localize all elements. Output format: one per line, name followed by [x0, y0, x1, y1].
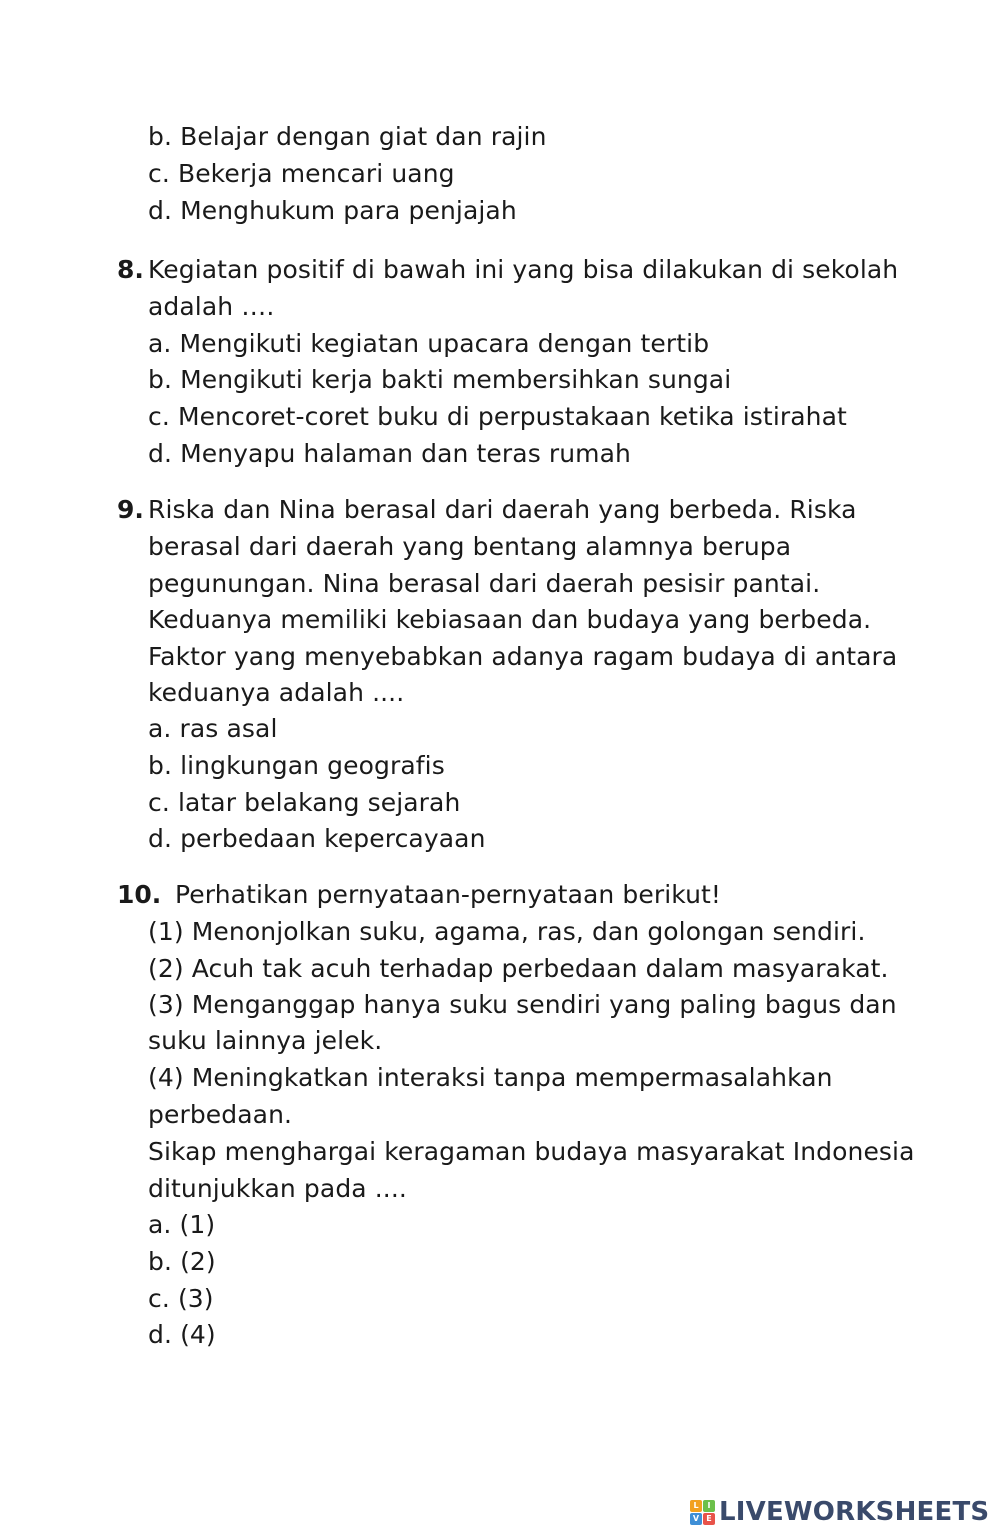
q9-question-line: Keduanya memiliki kebiasaan dan budaya yang berbeda.	[148, 605, 872, 634]
q10-question-line: Perhatikan pernyataan-pernyataan berikut!	[175, 880, 722, 909]
liveworksheets-logo	[690, 1496, 989, 1528]
q8-option-a: a. Mengikuti kegiatan upacara dengan tertib	[148, 329, 710, 358]
logo-block-e: E	[703, 1513, 715, 1525]
q10-statement-3: (3) Menganggap hanya suku sendiri yang paling bagus dan	[148, 990, 897, 1019]
q8-option-c: c. Mencoret-coret buku di perpustakaan ketika istirahat	[148, 402, 847, 431]
logo-block-l: L	[690, 1500, 702, 1512]
q9-option-c: c. latar belakang sejarah	[148, 788, 461, 817]
q9-number: 9.	[117, 495, 144, 524]
q10-question-line: ditunjukkan pada ....	[148, 1174, 407, 1203]
q10-number: 10.	[117, 880, 162, 909]
logo-block-i: I	[703, 1500, 715, 1512]
logo-block-v: V	[690, 1513, 702, 1525]
q9-question-line: pegunungan. Nina berasal dari daerah pesisir pantai.	[148, 569, 821, 598]
q8-question-line: Kegiatan positif di bawah ini yang bisa dilakukan di sekolah	[148, 255, 899, 284]
q10-statement-3-cont: suku lainnya jelek.	[148, 1026, 383, 1055]
q9-option-d: d. perbedaan kepercayaan	[148, 824, 486, 853]
liveworksheets-icon	[690, 1500, 715, 1525]
q10-option-c: c. (3)	[148, 1284, 214, 1313]
q10-option-b: b. (2)	[148, 1247, 216, 1276]
q10-statement-4-cont: perbedaan.	[148, 1100, 293, 1129]
q10-option-a: a. (1)	[148, 1210, 216, 1239]
q10-statement-4: (4) Meningkatkan interaksi tanpa mempermasalahkan	[148, 1063, 833, 1092]
q9-option-a: a. ras asal	[148, 714, 278, 743]
q7-option-d: d. Menghukum para penjajah	[148, 196, 517, 225]
q8-option-b: b. Mengikuti kerja bakti membersihkan sungai	[148, 365, 732, 394]
liveworksheets-wordmark: LIVEWORKSHEETS	[719, 1497, 990, 1527]
q10-question-line: Sikap menghargai keragaman budaya masyarakat Indonesia	[148, 1137, 915, 1166]
q7-option-b: b. Belajar dengan giat dan rajin	[148, 122, 547, 151]
q9-option-b: b. lingkungan geografis	[148, 751, 445, 780]
q9-question-line: keduanya adalah ....	[148, 678, 405, 707]
q7-option-c: c. Bekerja mencari uang	[148, 159, 455, 188]
q8-number: 8.	[117, 255, 144, 284]
q10-statement-2: (2) Acuh tak acuh terhadap perbedaan dalam masyarakat.	[148, 954, 889, 983]
q9-question-line: Riska dan Nina berasal dari daerah yang berbeda. Riska	[148, 495, 857, 524]
q9-question-line: Faktor yang menyebabkan adanya ragam budaya di antara	[148, 642, 898, 671]
q8-question-line: adalah ….	[148, 292, 275, 321]
q10-option-d: d. (4)	[148, 1320, 216, 1349]
q8-option-d: d. Menyapu halaman dan teras rumah	[148, 439, 632, 468]
q9-question-line: berasal dari daerah yang bentang alamnya berupa	[148, 532, 792, 561]
q10-statement-1: (1) Menonjolkan suku, agama, ras, dan golongan sendiri.	[148, 917, 866, 946]
